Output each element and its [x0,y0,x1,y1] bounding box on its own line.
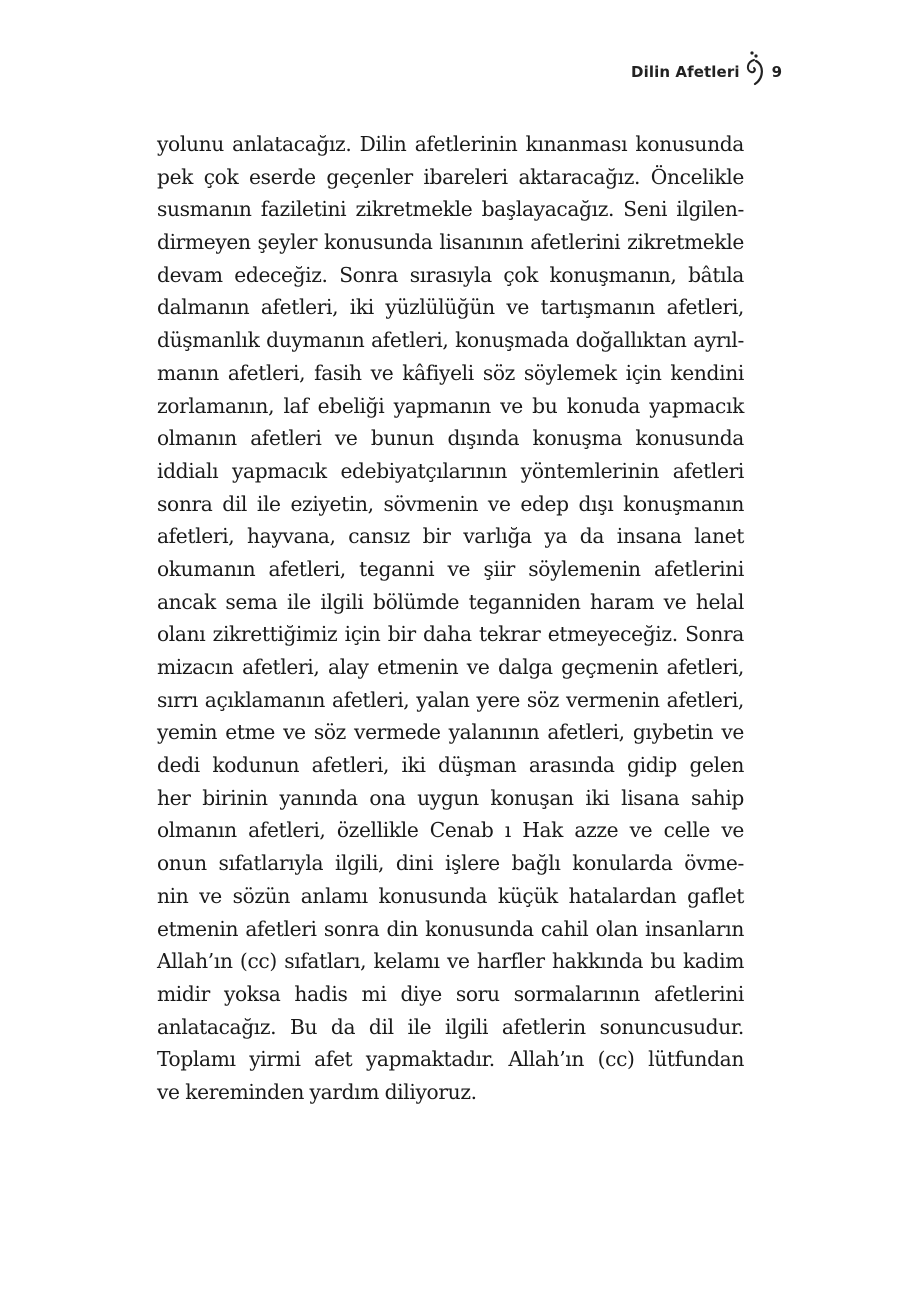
text-line: dalmanın afetleri, iki yüzlülüğün ve tartışmanın afetleri, [157,295,744,320]
page-number: 9 [771,63,782,81]
text-line: dedi kodunun afetleri, iki düşman arasında gidip gelen [157,753,744,778]
running-header [631,58,782,86]
text-line: zorlamanın, laf ebeliği yapmanın ve bu konuda yapmacık [157,393,744,418]
text-line: sonra dil ile eziyetin, sövmenin ve edep dışı konuşmanın [157,491,744,516]
text-line: mizacın afetleri, alay etmenin ve dalga geçmenin afetleri, [157,655,744,679]
text-line: olanı zikrettiğimiz için bir daha tekrar etmeyeceğiz. Sonra [157,622,744,647]
text-line: yolunu anlatacağız. Dilin afetlerinin kınanması konusunda [157,132,744,156]
body-text [157,128,744,1109]
book-title: Dilin Afetleri [631,63,740,81]
calligraphic-ornament-icon [744,50,766,86]
text-line: onun sıfatlarıyla ilgili, dini işlere bağlı konularda övme- [157,851,744,876]
text-line: Toplamı yirmi afet yapmaktadır. Allah’ın (cc) lütfundan [157,1047,744,1072]
text-line: pek çok eserde geçenler ibareleri aktaracağız. Öncelikle [157,164,744,189]
text-line: anlatacağız. Bu da dil ile ilgili afetlerin sonuncusudur. [157,1014,744,1039]
text-line: yemin etme ve söz vermede yalanının afetleri, gıybetin ve [157,720,744,745]
text-line: olmanın afetleri, özellikle Cenab ı Hak azze ve celle ve [157,818,744,843]
text-line: devam edeceğiz. Sonra sırasıyla çok konuşmanın, bâtıla [157,262,744,287]
text-line: iddialı yapmacık edebiyatçılarının yöntemlerinin afetleri [157,458,744,483]
text-line: susmanın faziletini zikretmekle başlayacağız. Seni ilgilen- [157,197,744,222]
text-line: etmenin afetleri sonra din konusunda cahil olan insanların [157,916,744,941]
text-line: her birinin yanında ona uygun konuşan iki lisana sahip [157,785,744,810]
text-line: ve kereminden yardım diliyoruz. [157,1079,477,1104]
text-line: nin ve sözün anlamı konusunda küçük hatalardan gaflet [157,883,744,908]
text-line: ancak sema ile ilgili bölümde teganniden haram ve helal [157,589,744,614]
text-line: afetleri, hayvana, cansız bir varlığa ya da insana lanet [157,524,744,549]
text-line: Allah’ın (cc) sıfatları, kelamı ve harfler hakkında bu kadim [157,949,744,974]
text-line: dirmeyen şeyler konusunda lisanının afetlerini zikretmekle [157,230,744,255]
text-line: düşmanlık duymanın afetleri, konuşmada doğallıktan ayrıl- [157,328,744,353]
text-line: olmanın afetleri ve bunun dışında konuşma konusunda [157,426,744,451]
text-line: midir yoksa hadis mi diye soru sormalarının afetlerini [157,981,744,1006]
text-line: manın afetleri, fasih ve kâfiyeli söz söylemek için kendini [157,360,744,385]
text-line: okumanın afetleri, teganni ve şiir söylemenin afetlerini [157,556,744,581]
text-line: sırrı açıklamanın afetleri, yalan yere söz vermenin afetleri, [157,687,744,712]
